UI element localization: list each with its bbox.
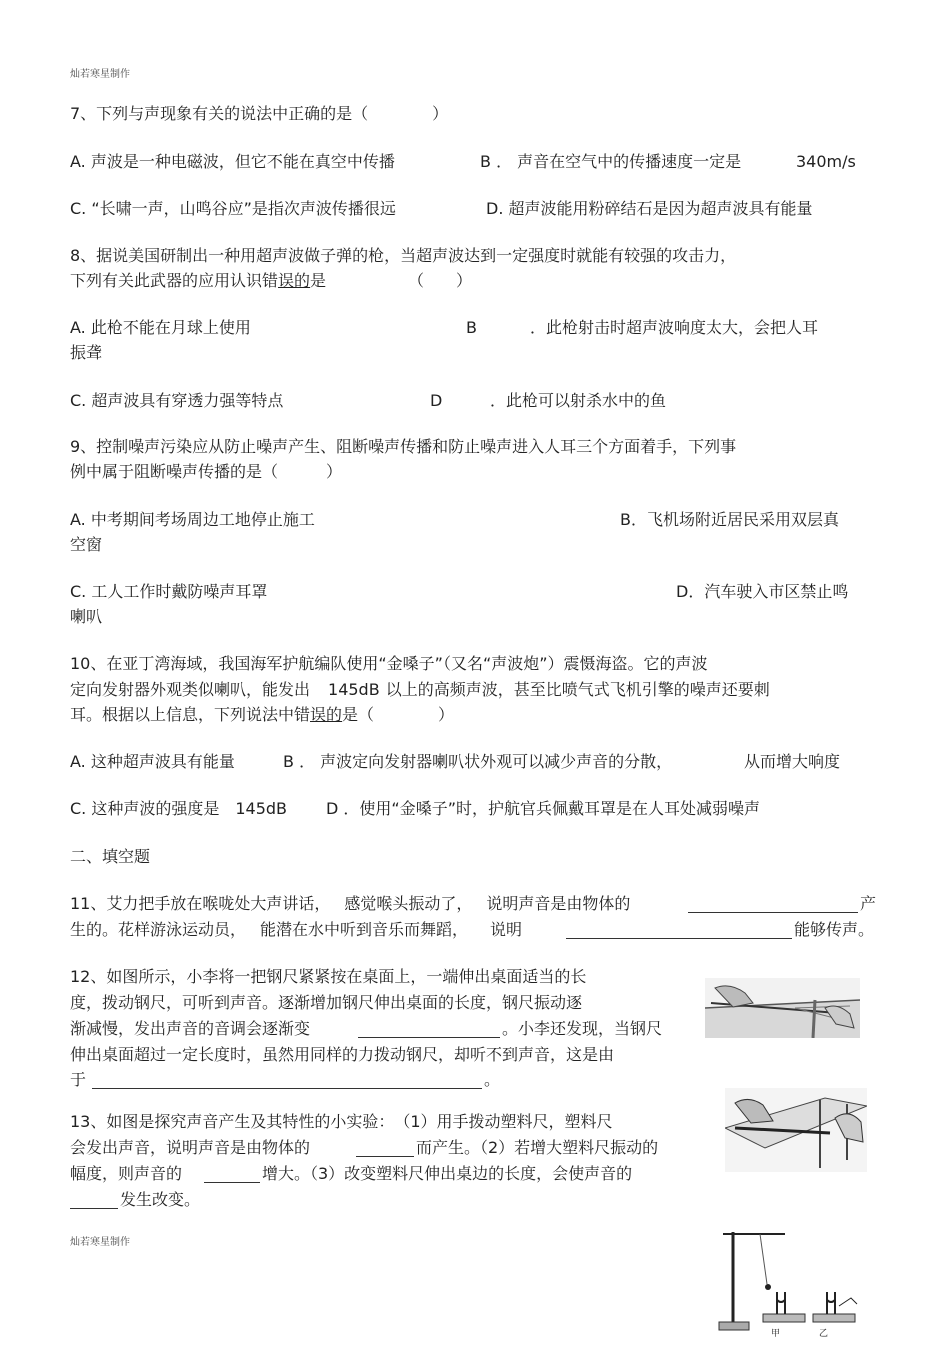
plastic-ruler-figure bbox=[725, 1088, 867, 1172]
footer-watermark: 灿若寒星制作 bbox=[70, 1237, 130, 1248]
q8-option-d: ．此枪可以射杀水中的鱼 bbox=[490, 391, 667, 410]
q11-line1: 11、艾力把手放在喉咙处大声讲话， 感觉喉头振动了， 说明声音是由物体的 bbox=[70, 894, 631, 913]
q9-stem-line1: 9、控制噪声污染应从防止噪声产生、阻断噪声传播和防止噪声进入人耳三个方面着手，下列事 bbox=[70, 437, 737, 456]
q8-stem-line2: 下列有关此武器的应用认识错误的是 bbox=[70, 271, 327, 290]
q8-option-b: ．此枪射击时超声波响度太大，会把人耳 bbox=[530, 318, 819, 337]
q13-line1: 13、如图是探究声音产生及其特性的小实验： （1）用手拨动塑料尺，塑料尺 bbox=[70, 1112, 613, 1131]
q9-option-a: A. 中考期间考场周边工地停止施工 bbox=[70, 510, 315, 529]
q8-option-c: C. 超声波具有穿透力强等特点 bbox=[70, 391, 284, 410]
fig3-label-right: 乙 bbox=[819, 1329, 829, 1339]
q7-option-a: A. 声波是一种电磁波，但它不能在真空中传播 bbox=[70, 152, 395, 171]
q8-option-a: A. 此枪不能在月球上使用 bbox=[70, 318, 251, 337]
q7-option-b: B ． 声音在空气中的传播速度一定是 bbox=[480, 152, 742, 171]
tuning-fork-figure bbox=[715, 1222, 865, 1340]
q11-blank-2[interactable] bbox=[566, 922, 792, 939]
q9-option-b: B．飞机场附近居民采用双层真 bbox=[620, 510, 839, 529]
q8-option-d-letter: D bbox=[430, 391, 443, 410]
q7-option-b-value: 340m/s bbox=[796, 152, 856, 171]
q11-line2: 生的。花样游泳运动员， 能潜在水中听到音乐而舞蹈， 说明 bbox=[70, 920, 523, 939]
q13-blank-3[interactable] bbox=[70, 1192, 118, 1209]
q13-line2-pre: 会发出声音，说明声音是由物体的 bbox=[70, 1138, 311, 1157]
q12-blank-1[interactable] bbox=[358, 1021, 500, 1038]
q11-line2-end: 能够传声。 bbox=[794, 920, 875, 939]
q10-option-b-tail: 从而增大响度 bbox=[744, 752, 841, 771]
q10-stem-line3: 耳。根据以上信息，下列说法中错误的是（ ） bbox=[70, 705, 455, 724]
q8-option-b-letter: B bbox=[466, 318, 477, 337]
q13-line2-post: 而产生。（2）若增大塑料尺振动的 bbox=[416, 1138, 659, 1157]
q8-option-b-cont: 振聋 bbox=[70, 343, 103, 362]
section-title: 二、填空题 bbox=[70, 847, 151, 866]
q12-line3-post: 。小李还发现，当钢尺 bbox=[502, 1019, 663, 1038]
q12-line2: 度，拨动钢尺，可听到声音。逐渐增加钢尺伸出桌面的长度，钢尺振动逐 bbox=[70, 993, 583, 1012]
q13-blank-1[interactable] bbox=[356, 1140, 414, 1157]
q13-line3-pre: 幅度，则声音的 bbox=[70, 1164, 183, 1183]
q9-option-b-cont: 空窗 bbox=[70, 535, 103, 554]
q9-option-c: C. 工人工作时戴防噪声耳罩 bbox=[70, 582, 268, 601]
q9-option-d-cont: 喇叭 bbox=[70, 607, 103, 626]
q8-stem-line1: 8、据说美国研制出一种用超声波做子弹的枪，当超声波达到一定强度时就能有较强的攻击力， bbox=[70, 246, 737, 265]
q10-stem-line1: 10、在亚丁湾海域，我国海军护航编队使用“金嗓子”（又名“声波炮”）震慑海盗。它的声波 bbox=[70, 654, 708, 673]
q13-blank-2[interactable] bbox=[204, 1166, 260, 1183]
q9-stem-line2: 例中属于阻断噪声传播的是（ ） bbox=[70, 462, 343, 481]
q10-option-c: C. 这种声波的强度是 145dB bbox=[70, 799, 288, 818]
q9-option-d: D．汽车驶入市区禁止鸣 bbox=[676, 582, 849, 601]
q7-stem: 7、下列与声现象有关的说法中正确的是（ ） bbox=[70, 104, 449, 123]
q10-option-d: D ．使用“金嗓子”时，护航官兵佩戴耳罩是在人耳处减弱噪声 bbox=[326, 799, 760, 818]
q11-line1-end: 产 bbox=[860, 894, 877, 913]
q12-line4: 伸出桌面超过一定长度时，虽然用同样的力拨动钢尺，却听不到声音，这是由 bbox=[70, 1045, 615, 1064]
q8-answer-paren: （ ） bbox=[408, 271, 473, 290]
q10-option-b: B ． 声波定向发射器喇叭状外观可以减少声音的分散， bbox=[283, 752, 673, 771]
q7-option-c: C. “长啸一声，山鸣谷应”是指次声波传播很远 bbox=[70, 199, 396, 218]
q12-line5-post: 。 bbox=[484, 1070, 501, 1089]
q12-line1: 12、如图所示，小李将一把钢尺紧紧按在桌面上，一端伸出桌面适当的长 bbox=[70, 967, 587, 986]
q13-line4-post: 发生改变。 bbox=[120, 1190, 201, 1209]
header-watermark: 灿若寒星制作 bbox=[70, 69, 130, 80]
q12-line5-pre: 于 bbox=[70, 1070, 87, 1089]
fig3-label-left: 甲 bbox=[771, 1329, 781, 1339]
q10-option-a: A. 这种超声波具有能量 bbox=[70, 752, 235, 771]
q13-line3-post: 增大。（3）改变塑料尺伸出桌边的长度，会使声音的 bbox=[262, 1164, 633, 1183]
ruler-figure bbox=[705, 978, 860, 1038]
q12-line3-pre: 渐减慢，发出声音的音调会逐渐变 bbox=[70, 1019, 311, 1038]
q10-stem-line2: 定向发射器外观类似喇叭，能发出 145dB 以上的高频声波，甚至比喷气式飞机引擎的噪声还要刺 bbox=[70, 680, 770, 699]
q11-blank-1[interactable] bbox=[688, 896, 858, 913]
q12-blank-2[interactable] bbox=[92, 1072, 482, 1089]
q7-option-d: D. 超声波能用粉碎结石是因为超声波具有能量 bbox=[486, 199, 813, 218]
